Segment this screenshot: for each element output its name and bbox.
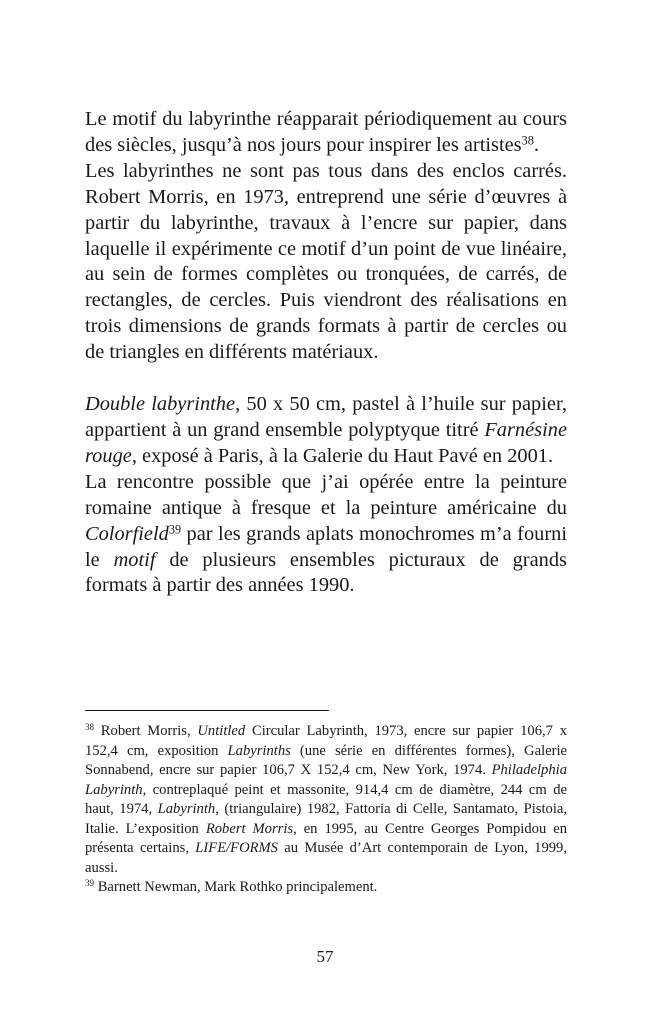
paragraph-text: . [533, 133, 539, 156]
footnote-text: Robert Morris, [94, 723, 198, 739]
paragraph-text: par les grands aplats monochromes m’a fourni le [85, 522, 567, 571]
paragraph-colorfield [85, 470, 567, 600]
page-number: 57 [316, 947, 334, 966]
footnote-italic: Labyrinth [157, 801, 216, 817]
footnote-number: 39 [85, 878, 95, 889]
footnote-italic: Philadelphia Labyrinth [85, 762, 567, 798]
footnote-text: , (triangulaire) 1982, Fattoria di Celle, Santamato, Pistoia, Italie. L’exposition [85, 801, 567, 837]
footnote-39 [85, 878, 567, 898]
footnote-text: , en 1995, au Centre Georges Pompidou en présenta certains, [85, 820, 567, 856]
artwork-title: Double labyrinthe [85, 393, 236, 416]
paragraph-spacer [85, 366, 567, 392]
paragraph-robert-morris: Les labyrinthes ne sont pas tous dans des enclos carrés. Robert Morris, en 1973, entreprend une série d’œuvres à partir du labyrinthe, travaux à l’encre sur papier, dans laquelle il expérimente ce motif d’un point de vue linéaire, au sein de formes complètes ou tronquées, de carrés, de rectangles, de cercles. Puis viendront des réalisations en trois dimensions de grands formats à partir de cercles ou de triangles en différents matériaux. [85, 159, 567, 364]
footnote-text: (une série en différentes formes), Galerie Sonnabend, encre sur papier 106,7 X 152,4 cm, New York, 1974. [85, 742, 567, 778]
footnote-number: 38 [85, 722, 95, 733]
footnotes [85, 722, 567, 898]
main-text [85, 107, 567, 599]
motif-term: motif [113, 548, 156, 571]
footnote-ref-39[interactable]: 39 [168, 521, 182, 536]
footnote-italic: Robert Morris [205, 820, 294, 837]
paragraph-text: de plusieurs ensembles picturaux de grands formats à partir des années 1990. [85, 548, 567, 597]
footnote-text: Barnett Newman, Mark Rothko principalement. [94, 879, 378, 895]
paragraph-labyrinth-motif [85, 107, 567, 159]
paragraph-text: , exposé à Paris, à la Galerie du Haut Pavé en 2001. [131, 444, 554, 467]
footnote-separator [85, 710, 329, 711]
paragraph-double-labyrinthe [85, 392, 567, 470]
footnote-text: , contreplaqué peint et massonite, 914,4 cm de diamètre, 244 cm de haut, 1974, [85, 781, 567, 817]
footnote-38 [85, 722, 567, 878]
paragraph-text: La rencontre possible que j’ai opérée entre la peinture romaine antique à fresque et la peinture américaine du [85, 470, 567, 519]
colorfield-term: Colorfield [85, 522, 169, 545]
paragraph-text: Le motif du labyrinthe réapparait périodiquement au cours des siècles, jusqu’à nos jours pour inspirer les artistes [85, 108, 567, 156]
footnote-italic: LIFE/FORMS [195, 840, 278, 856]
footnote-italic: Untitled [197, 723, 246, 739]
series-title: Farnésine rouge [85, 418, 567, 467]
footnote-text: au Musée d’Art contemporain de Lyon, 1999, aussi. [85, 840, 568, 876]
paragraph-text: , 50 x 50 cm, pastel à l’huile sur papier, appartient à un grand ensemble polyptyque titré [85, 393, 568, 441]
footnote-text: Circular Labyrinth, 1973, encre sur papier 106,7 x 152,4 cm, exposition [85, 723, 568, 759]
footnote-italic: Labyrinths [227, 742, 291, 759]
footnote-ref-38[interactable]: 38 [521, 133, 534, 148]
